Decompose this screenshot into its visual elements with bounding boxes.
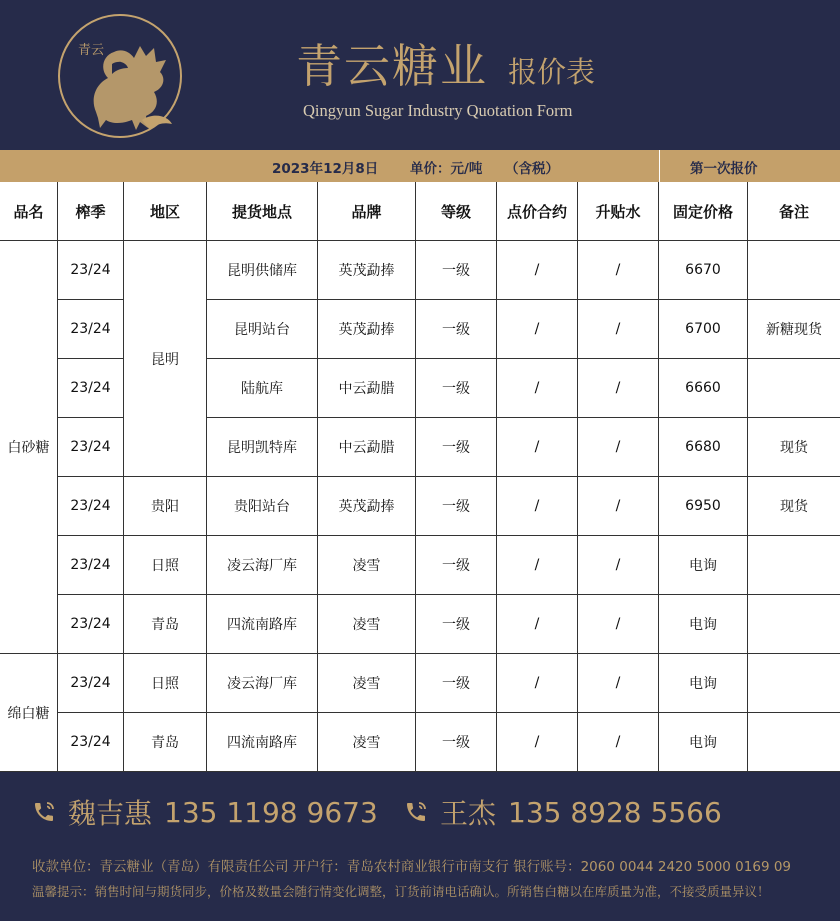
phone-icon (404, 800, 428, 824)
region-cell: 日照 (124, 654, 207, 713)
table-cell-brand: 凌雪 (318, 654, 416, 713)
table-cell-contract: / (497, 477, 578, 536)
table-cell-premium: / (578, 477, 659, 536)
table-cell-note (748, 713, 840, 772)
table-cell-location: 昆明站台 (207, 300, 318, 359)
header-cell-product: 品名 (0, 182, 58, 241)
product-name-cell: 绵白糖 (0, 654, 58, 772)
table-cell-brand: 中云勐腊 (318, 418, 416, 477)
table-cell-price: 电询 (659, 536, 748, 595)
table-cell-brand: 中云勐腊 (318, 359, 416, 418)
table-cell-contract: / (497, 536, 578, 595)
table-cell-location: 四流南路库 (207, 595, 318, 654)
header-cell-price: 固定价格 (659, 182, 748, 241)
table-cell-grade: 一级 (416, 477, 497, 536)
table-cell-premium: / (578, 359, 659, 418)
header-cell-grade: 等级 (416, 182, 497, 241)
table-cell-note (748, 241, 840, 300)
header-cell-note: 备注 (748, 182, 840, 241)
table-cell-brand: 凌雪 (318, 595, 416, 654)
table-cell-season: 23/24 (58, 595, 124, 654)
table-cell-grade: 一级 (416, 713, 497, 772)
header-cell-location: 提货地点 (207, 182, 318, 241)
table-cell-grade: 一级 (416, 595, 497, 654)
table-cell-season: 23/24 (58, 536, 124, 595)
table-cell-price: 6670 (659, 241, 748, 300)
table-cell-location: 凌云海厂库 (207, 654, 318, 713)
table-cell-location: 昆明凯特库 (207, 418, 318, 477)
table-cell-price: 电询 (659, 713, 748, 772)
table-cell-season: 23/24 (58, 418, 124, 477)
region-cell: 昆明 (124, 241, 207, 477)
contact-phone: 135 1198 9673 (164, 795, 378, 829)
table-cell-location: 四流南路库 (207, 713, 318, 772)
contact-phone: 135 8928 5566 (508, 795, 722, 829)
table-cell-brand: 英茂勐捧 (318, 300, 416, 359)
table-cell-contract: / (497, 713, 578, 772)
table-cell-premium: / (578, 654, 659, 713)
contact-name: 魏吉惠 (68, 797, 153, 830)
contact-name: 王杰 (440, 797, 497, 830)
table-cell-season: 23/24 (58, 713, 124, 772)
table-cell-premium: / (578, 713, 659, 772)
header-cell-premium: 升贴水 (578, 182, 659, 241)
table-cell-grade: 一级 (416, 654, 497, 713)
region-cell: 青岛 (124, 713, 207, 772)
quotation-table (0, 182, 840, 772)
table-cell-price: 电询 (659, 654, 748, 713)
table-cell-price: 6660 (659, 359, 748, 418)
table-cell-grade: 一级 (416, 536, 497, 595)
info-bar (0, 150, 840, 182)
table-cell-contract: / (497, 418, 578, 477)
svg-text:青云: 青云 (78, 43, 105, 58)
contact-1[interactable] (32, 792, 378, 832)
region-cell: 青岛 (124, 595, 207, 654)
table-cell-grade: 一级 (416, 241, 497, 300)
info-divider (659, 150, 660, 182)
table-cell-premium: / (578, 536, 659, 595)
page-title-english: Qingyun Sugar Industry Quotation Form (303, 101, 573, 120)
product-name-cell: 白砂糖 (0, 241, 58, 654)
quote-round: 第一次报价 (690, 161, 758, 177)
table-cell-season: 23/24 (58, 300, 124, 359)
table-cell-price: 6680 (659, 418, 748, 477)
table-cell-grade: 一级 (416, 359, 497, 418)
bank-info: 收款单位：青云糖业（青岛）有限责任公司 开户行：青岛农村商业银行市南支行 银行账号：2060 0044 2420 5000 0169 09 (32, 859, 791, 875)
notice: 温馨提示：销售时间与期货同步，价格及数量会随行情变化调整，订货前请电话确认。所销售白糖以在库质量为准，不接受质量异议！ (32, 884, 770, 899)
table-cell-note (748, 359, 840, 418)
table-cell-premium: / (578, 418, 659, 477)
table-cell-contract: / (497, 595, 578, 654)
phone-icon (32, 800, 56, 824)
table-cell-season: 23/24 (58, 359, 124, 418)
table-cell-note: 现货 (748, 418, 840, 477)
table-cell-price: 6950 (659, 477, 748, 536)
table-cell-price: 6700 (659, 300, 748, 359)
header-cell-region: 地区 (124, 182, 207, 241)
table-cell-season: 23/24 (58, 241, 124, 300)
table-cell-grade: 一级 (416, 418, 497, 477)
table-cell-brand: 凌雪 (318, 536, 416, 595)
table-cell-note: 现货 (748, 477, 840, 536)
table-cell-season: 23/24 (58, 654, 124, 713)
table-cell-note (748, 595, 840, 654)
table-cell-premium: / (578, 300, 659, 359)
page-subtitle: 报价表 (508, 55, 596, 89)
table-cell-brand: 英茂勐捧 (318, 477, 416, 536)
table-cell-brand: 英茂勐捧 (318, 241, 416, 300)
table-cell-location: 昆明供储库 (207, 241, 318, 300)
table-cell-season: 23/24 (58, 477, 124, 536)
header-cell-contract: 点价合约 (497, 182, 578, 241)
header-cell-brand: 品牌 (318, 182, 416, 241)
table-cell-premium: / (578, 595, 659, 654)
table-cell-contract: / (497, 300, 578, 359)
region-cell: 日照 (124, 536, 207, 595)
qilin-logo-icon (56, 12, 184, 140)
price-unit: 单价：元/吨 (410, 161, 483, 177)
table-cell-contract: / (497, 241, 578, 300)
tax-note: （含税） (505, 161, 559, 177)
table-cell-grade: 一级 (416, 300, 497, 359)
table-cell-premium: / (578, 241, 659, 300)
table-cell-price: 电询 (659, 595, 748, 654)
contact-2[interactable] (404, 792, 722, 832)
header (0, 0, 840, 150)
header-cell-season: 榨季 (58, 182, 124, 241)
table-cell-note: 新糖现货 (748, 300, 840, 359)
region-cell: 贵阳 (124, 477, 207, 536)
page-title: 青云糖业 (296, 39, 488, 93)
quote-date: 2023年12月8日 (272, 161, 379, 177)
table-cell-location: 陆航库 (207, 359, 318, 418)
table-cell-location: 凌云海厂库 (207, 536, 318, 595)
table-cell-brand: 凌雪 (318, 713, 416, 772)
table-cell-contract: / (497, 654, 578, 713)
table-cell-note (748, 536, 840, 595)
table-cell-location: 贵阳站台 (207, 477, 318, 536)
table-cell-note (748, 654, 840, 713)
table-cell-contract: / (497, 359, 578, 418)
